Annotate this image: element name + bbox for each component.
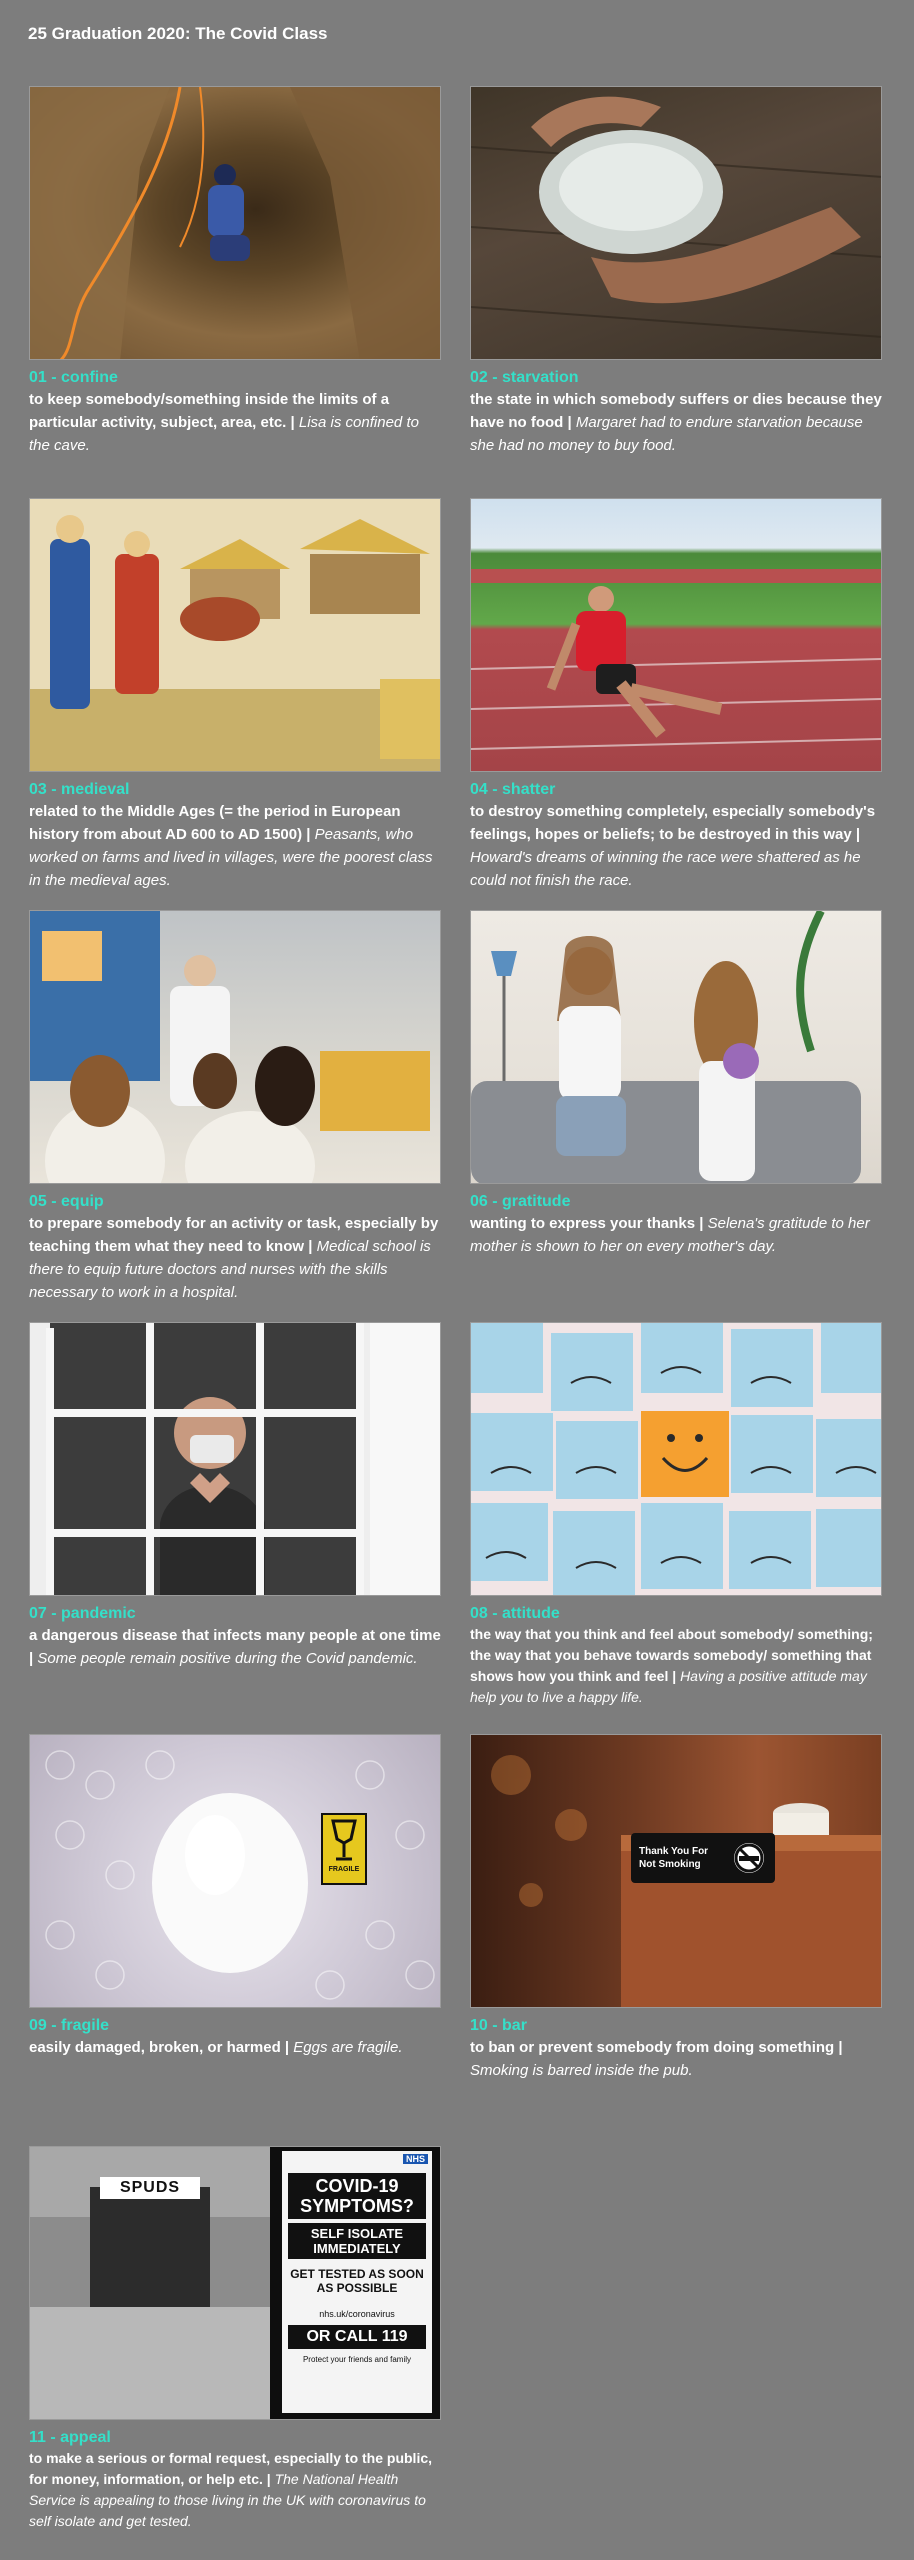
- example-text: The National Health Service is appealing to those living in the UK with coronavirus to self isolate and get tested.: [29, 2471, 426, 2529]
- word-title: 04 - shatter: [470, 781, 556, 798]
- definition: [29, 800, 441, 892]
- sign-line-1: Thank You For: [639, 1846, 709, 1857]
- shop-sign: SPUDS: [100, 2177, 200, 2199]
- classroom-photo: [29, 910, 441, 1184]
- medieval-illustration: [30, 499, 441, 772]
- definition-text: easily damaged, broken, or harmed |: [29, 2039, 294, 2056]
- card-bar: [470, 1734, 882, 2082]
- sign-line-2: Not Smoking: [639, 1859, 701, 1870]
- definition: [29, 2036, 441, 2059]
- word-title: 07 - pandemic: [29, 1605, 136, 1622]
- page-title: 25 Graduation 2020: The Covid Class: [28, 24, 328, 43]
- definition-text: to keep somebody/something inside the limits of a particular activity, subject, area, etc. |: [29, 391, 390, 431]
- poster-line-1: SELF ISOLATE IMMEDIATELY: [288, 2223, 426, 2259]
- cave-illustration: [30, 87, 441, 360]
- nhs-poster: [282, 2151, 432, 2413]
- card-shatter: [470, 498, 882, 892]
- window-illustration: [30, 1323, 441, 1596]
- runner-photo: [470, 498, 882, 772]
- definition-text: to ban or prevent somebody from doing something |: [470, 2039, 843, 2056]
- pub-photo: [470, 1734, 882, 2008]
- no-smoking-sign: [631, 1833, 775, 1883]
- fragile-label: FRAGILE: [328, 1866, 360, 1873]
- definition: [29, 2448, 441, 2532]
- card-gratitude: [470, 910, 882, 1258]
- definition-text: the way that you think and feel about somebody/ something; the way that you behave towards somebody/ something that shows how you think and feel |: [470, 1626, 873, 1684]
- definition: [470, 1624, 882, 1708]
- sign-text: [639, 1845, 708, 1871]
- card-attitude: [470, 1322, 882, 1708]
- cave-photo: [29, 86, 441, 360]
- mother-daughter-illustration: [471, 911, 882, 1184]
- word-title: 08 - attitude: [470, 1605, 560, 1622]
- classroom-illustration: [30, 911, 441, 1184]
- bowl-illustration: [471, 87, 882, 360]
- example-text: Margaret had to endure starvation because she had no money to buy food.: [470, 414, 863, 454]
- definition-text: the state in which somebody suffers or dies because they have no food |: [470, 391, 882, 431]
- definition: [470, 2036, 882, 2082]
- definition: [29, 388, 441, 457]
- word-title: 10 - bar: [470, 2017, 527, 2034]
- egg-photo: [29, 1734, 441, 2008]
- card-confine: [29, 86, 441, 457]
- poster-line-3: nhs.uk/coronavirus: [319, 2309, 395, 2319]
- poster-line-5: Protect your friends and family: [302, 2355, 412, 2364]
- poster-title: COVID-19 SYMPTOMS?: [288, 2173, 426, 2219]
- example-text: Eggs are fragile.: [293, 2039, 403, 2056]
- no-smoking-icon: [731, 1840, 767, 1876]
- bubble-wrap-illustration: [30, 1735, 441, 2008]
- word-title: 09 - fragile: [29, 2017, 110, 2034]
- bowl-photo: [470, 86, 882, 360]
- word-title: 01 - confine: [29, 369, 118, 386]
- broken-glass-icon: [323, 1815, 365, 1865]
- definition: [29, 1624, 441, 1670]
- definition-text: a dangerous disease that infects many people at one time |: [29, 1627, 441, 1667]
- definition-text: to destroy something completely, especially somebody's feelings, hopes or beliefs; to be destroyed in this way |: [470, 803, 876, 843]
- poster-line-4: OR CALL 119: [288, 2325, 426, 2349]
- card-fragile: [29, 1734, 441, 2059]
- definition-text: related to the Middle Ages (= the period in European history from about AD 600 to AD 1500) |: [29, 803, 401, 843]
- card-pandemic: [29, 1322, 441, 1670]
- example-text: Peasants, who worked on farms and lived in villages, were the poorest class in the medieval ages.: [29, 826, 433, 889]
- medieval-illustration-photo: [29, 498, 441, 772]
- definition: [470, 388, 882, 457]
- card-appeal: [29, 2146, 441, 2532]
- example-text: Howard's dreams of winning the race were shattered as he could not finish the race.: [470, 849, 861, 889]
- word-title: 03 - medieval: [29, 781, 130, 798]
- street-photo: [29, 2146, 441, 2420]
- fragile-sticker: [321, 1813, 367, 1885]
- card-starvation: [470, 86, 882, 457]
- definition-text: wanting to express your thanks |: [470, 1215, 708, 1232]
- word-title: 02 - starvation: [470, 369, 579, 386]
- window-photo: [29, 1322, 441, 1596]
- word-title: 11 - appeal: [29, 2429, 111, 2446]
- definition-text: to prepare somebody for an activity or task, especially by teaching them what they need to know |: [29, 1215, 439, 1255]
- nhs-logo: NHS: [403, 2154, 428, 2164]
- example-text: Smoking is barred inside the pub.: [470, 2062, 693, 2079]
- sticky-notes-illustration: [471, 1323, 882, 1596]
- card-equip: [29, 910, 441, 1304]
- poster-line-2: GET TESTED AS SOON AS POSSIBLE: [290, 2267, 424, 2295]
- example-text: Some people remain positive during the Covid pandemic.: [37, 1650, 418, 1667]
- definition: [29, 1212, 441, 1304]
- mother-daughter-photo: [470, 910, 882, 1184]
- word-title: 05 - equip: [29, 1193, 104, 1210]
- word-title: 06 - gratitude: [470, 1193, 571, 1210]
- runner-illustration: [471, 499, 882, 772]
- definition-text: to make a serious or formal request, especially to the public, for money, information, or help etc. |: [29, 2450, 433, 2487]
- definition: [470, 1212, 882, 1258]
- example-text: Selena's gratitude to her mother is shown to her on every mother's day.: [470, 1215, 870, 1255]
- example-text: Medical school is there to equip future doctors and nurses with the skills necessary to work in a hospital.: [29, 1238, 431, 1301]
- example-text: Having a positive attitude may help you to live a happy life.: [470, 1668, 867, 1705]
- example-text: Lisa is confined to the cave.: [29, 414, 419, 454]
- definition: [470, 800, 882, 892]
- card-medieval: [29, 498, 441, 892]
- sticky-notes-photo: [470, 1322, 882, 1596]
